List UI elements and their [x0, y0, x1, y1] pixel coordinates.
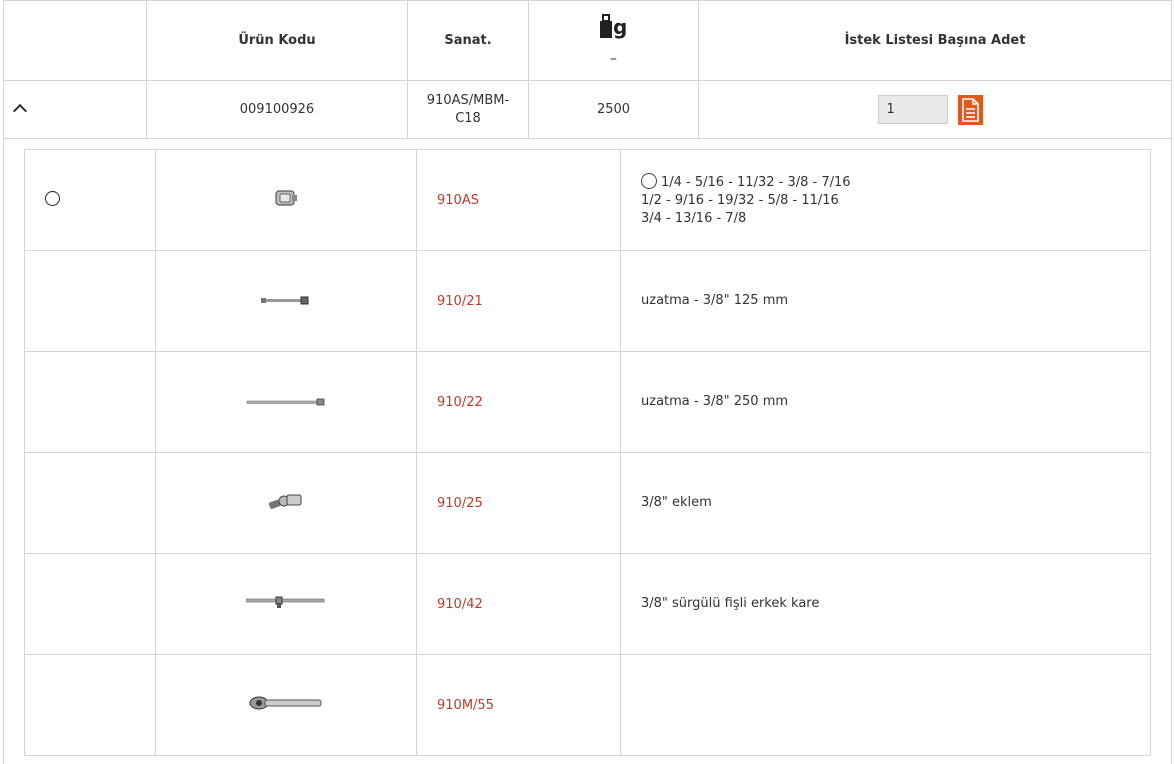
- weight-dash: –: [610, 51, 617, 67]
- extension-long-icon: [245, 395, 327, 410]
- weight-unit: g: [613, 15, 628, 39]
- description-line: [641, 393, 1150, 411]
- description-line: [641, 292, 1150, 310]
- product-weight: 2500: [529, 81, 699, 139]
- table-header-row: [4, 1, 1172, 81]
- product-table: [3, 0, 1172, 139]
- select-cell[interactable]: [25, 150, 156, 251]
- header-empty: [4, 1, 147, 81]
- description-text: 3/8" sürgülü fişli erkek kare: [641, 596, 820, 611]
- extension-short-icon: [261, 294, 311, 309]
- component-row: [25, 352, 1151, 453]
- product-art: 910AS/MBM-C18: [408, 81, 529, 139]
- component-description: [621, 251, 1151, 352]
- component-art[interactable]: 910M/55: [417, 655, 621, 756]
- t-bar-icon: [246, 595, 326, 613]
- component-description: [621, 453, 1151, 554]
- component-image-cell: [156, 453, 417, 554]
- component-art[interactable]: 910/22: [417, 352, 621, 453]
- select-cell: [25, 251, 156, 352]
- universal-joint-icon: [268, 491, 304, 515]
- description-text: uzatma - 3/8" 125 mm: [641, 293, 789, 308]
- component-row: [25, 554, 1151, 655]
- component-art[interactable]: 910/42: [417, 554, 621, 655]
- component-row: [25, 251, 1151, 352]
- header-art: Sanat.: [408, 1, 529, 81]
- product-code: 009100926: [147, 81, 408, 139]
- component-description: [621, 352, 1151, 453]
- component-image-cell: [156, 251, 417, 352]
- header-weight: [529, 1, 699, 81]
- component-image-cell: [156, 352, 417, 453]
- description-line: [641, 210, 1150, 228]
- component-image-cell: [156, 150, 417, 251]
- select-radio[interactable]: [45, 191, 60, 206]
- quantity-cell: [699, 81, 1172, 139]
- component-description: [621, 554, 1151, 655]
- select-cell: [25, 352, 156, 453]
- select-cell: [25, 655, 156, 756]
- chevron-up-icon[interactable]: [13, 103, 27, 117]
- description-line: [641, 173, 1150, 192]
- select-cell: [25, 554, 156, 655]
- component-art[interactable]: 910/21: [417, 251, 621, 352]
- component-image-cell: [156, 554, 417, 655]
- component-row: [25, 655, 1151, 756]
- description-text: 3/4 - 13/16 - 7/8: [641, 210, 747, 226]
- weight-icon: [599, 11, 631, 39]
- header-product-code: Ürün Kodu: [147, 1, 408, 81]
- component-row: [25, 150, 1151, 251]
- description-line: [641, 494, 1150, 512]
- component-row: [25, 453, 1151, 554]
- component-image-cell: [156, 655, 417, 756]
- components-table: [24, 149, 1151, 756]
- description-text: 3/8" eklem: [641, 495, 712, 510]
- component-art[interactable]: 910AS: [417, 150, 621, 251]
- component-description: [621, 150, 1151, 251]
- component-art[interactable]: 910/25: [417, 453, 621, 554]
- collapse-cell[interactable]: [4, 81, 147, 139]
- description-line: [641, 192, 1150, 210]
- description-text: 1/4 - 5/16 - 11/32 - 3/8 - 7/16: [661, 174, 851, 190]
- quantity-input[interactable]: [878, 95, 948, 124]
- product-row: [4, 81, 1172, 139]
- pdf-document-icon[interactable]: [958, 95, 983, 125]
- socket-icon: [273, 189, 299, 211]
- select-cell: [25, 453, 156, 554]
- header-quantity: İstek Listesi Başına Adet: [699, 1, 1172, 81]
- description-line: [641, 595, 1150, 613]
- component-description: [621, 655, 1151, 756]
- size-radio[interactable]: [641, 173, 657, 189]
- ratchet-icon: [249, 695, 323, 715]
- description-text: uzatma - 3/8" 250 mm: [641, 394, 789, 409]
- description-text: 1/2 - 9/16 - 19/32 - 5/8 - 11/16: [641, 192, 839, 208]
